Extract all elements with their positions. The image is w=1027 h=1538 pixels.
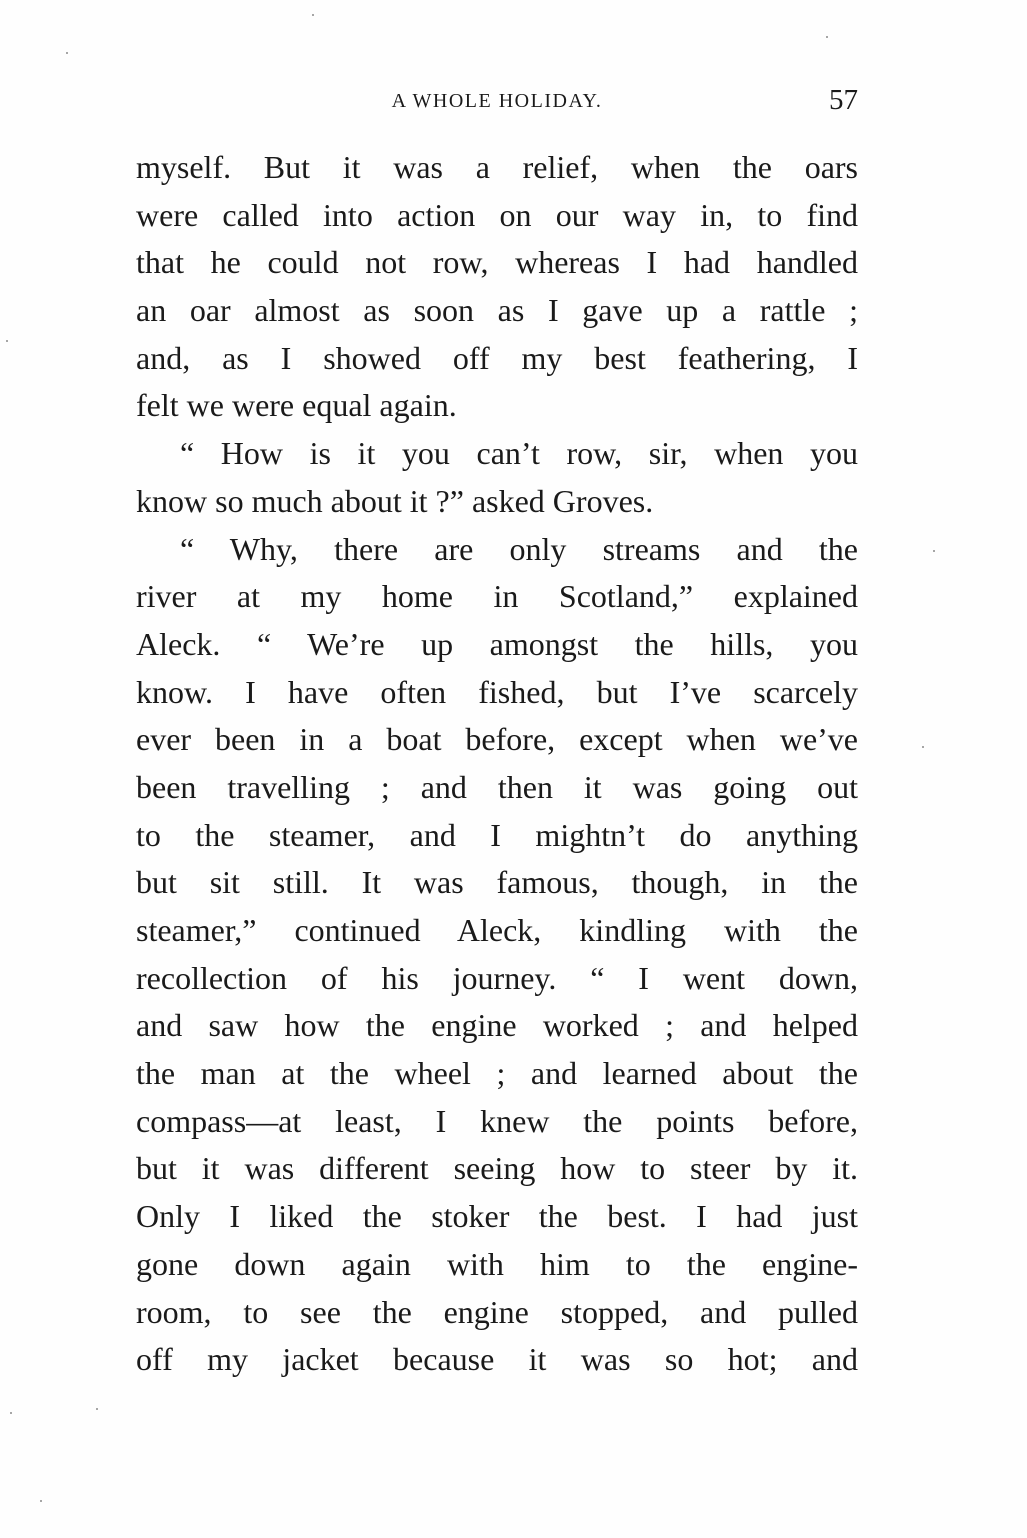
scan-speck	[826, 36, 828, 38]
text-line: but sit still. It was famous, though, in the	[136, 864, 858, 901]
body-text	[136, 144, 858, 1384]
text-line: to the steamer, and I mightn’t do anything	[136, 816, 858, 853]
text-line: room, to see the engine stopped, and pulled	[136, 1293, 858, 1330]
scan-speck	[40, 1500, 42, 1502]
scan-speck	[66, 52, 68, 54]
text-line: recollection of his journey. “ I went down,	[136, 959, 858, 996]
running-head	[136, 84, 858, 120]
text-line: river at my home in Scotland,” explained	[136, 578, 858, 615]
text-line: were called into action on our way in, to find	[136, 196, 858, 233]
text-line: an oar almost as soon as I gave up a rattle ;	[136, 292, 858, 329]
text-line: that he could not row, whereas I had handled	[136, 244, 858, 281]
text-line: off my jacket because it was so hot; and	[136, 1341, 858, 1378]
text-line: and saw how the engine worked ; and helped	[136, 1007, 858, 1044]
text-line: the man at the wheel ; and learned about the	[136, 1055, 858, 1092]
text-line: been travelling ; and then it was going out	[136, 768, 858, 805]
scan-speck	[96, 1408, 98, 1410]
scan-speck	[933, 550, 935, 552]
text-line: know. I have often fished, but I’ve scarcely	[136, 673, 858, 710]
text-line: gone down again with him to the engine-	[136, 1245, 858, 1282]
scan-speck	[6, 340, 8, 342]
text-line: compass—at least, I knew the points before,	[136, 1102, 858, 1139]
scan-speck	[10, 1412, 12, 1414]
text-line: myself. But it was a relief, when the oars	[136, 149, 858, 185]
text-line: and, as I showed off my best feathering, I	[136, 339, 858, 376]
scan-speck	[922, 746, 924, 748]
scan-speck	[312, 14, 314, 16]
text-line: “ Why, there are only streams and the	[180, 530, 858, 567]
text-line: ever been in a boat before, except when we’ve	[136, 721, 858, 758]
page-number: 57	[829, 84, 858, 116]
text-line: felt we were equal again.	[136, 387, 457, 424]
text-line: Only I liked the stoker the best. I had just	[136, 1198, 858, 1235]
running-title: A WHOLE HOLIDAY.	[391, 90, 603, 112]
text-line: Aleck. “ We’re up amongst the hills, you	[136, 625, 858, 662]
text-line: steamer,” continued Aleck, kindling with the	[136, 912, 858, 948]
text-line: but it was different seeing how to steer by it.	[136, 1150, 858, 1187]
text-line: “ How is it you can’t row, sir, when you	[180, 435, 858, 472]
text-line: know so much about it ?” asked Groves.	[136, 482, 654, 519]
